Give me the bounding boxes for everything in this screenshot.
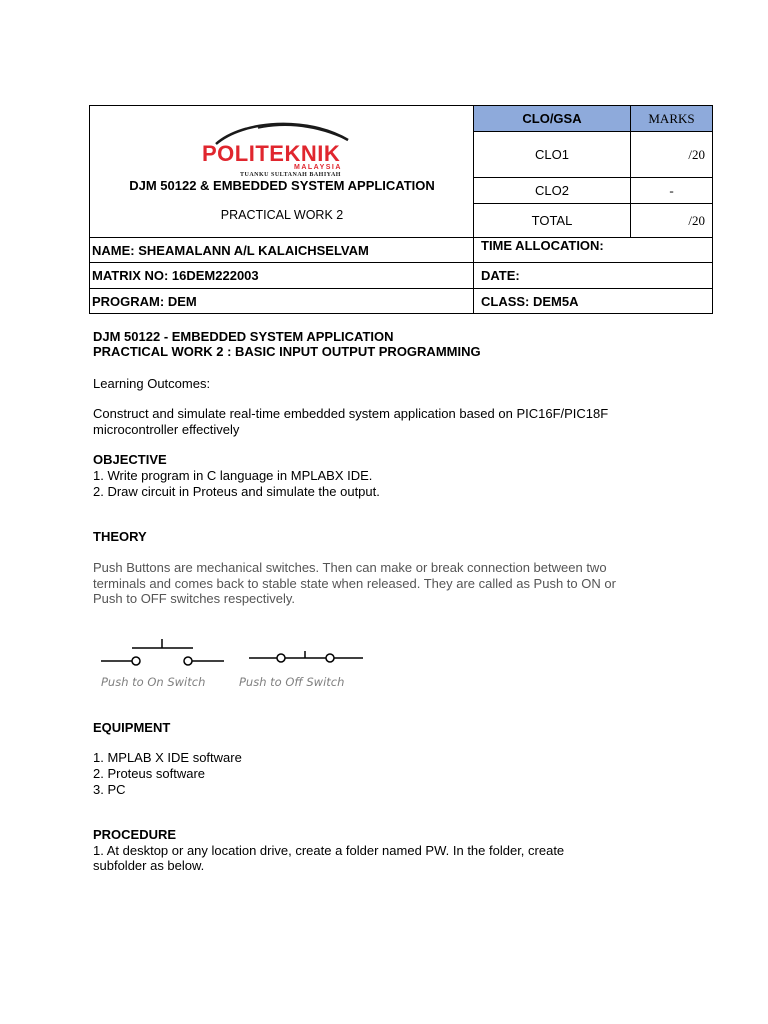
equipment-item-3: 3. PC: [93, 782, 126, 797]
time-allocation: TIME ALLOCATION:: [474, 238, 713, 263]
program-field: PROGRAM: DEM: [90, 289, 474, 314]
push-to-on-caption: Push to On Switch: [101, 675, 206, 689]
equipment-item-2: 2. Proteus software: [93, 766, 205, 781]
doc-title-1: DJM 50122 - EMBEDDED SYSTEM APPLICATION: [93, 329, 394, 344]
course-title: DJM 50122 & EMBEDDED SYSTEM APPLICATION: [129, 178, 435, 193]
date-field: DATE:: [474, 263, 713, 289]
procedure-line-2: subfolder as below.: [93, 858, 205, 873]
student-name: NAME: SHEAMALANN A/L KALAICHSELVAM: [90, 238, 474, 263]
total-marks: /20: [631, 204, 713, 238]
objective-item-1: 1. Write program in C language in MPLABX IDE.: [93, 468, 373, 483]
theory-heading: THEORY: [93, 529, 147, 544]
header-table: [89, 105, 713, 314]
learning-outcomes-heading: Learning Outcomes:: [93, 376, 211, 391]
objective-heading: OBJECTIVE: [93, 452, 167, 467]
marks-header: MARKS: [631, 106, 713, 132]
theory-line-1: Push Buttons are mechanical switches. Then can make or break connection between two: [93, 560, 607, 575]
clo1-marks: /20: [631, 132, 713, 178]
objective-item-2: 2. Draw circuit in Proteus and simulate the output.: [93, 484, 380, 499]
header-title-cell: [90, 106, 474, 238]
push-to-on-switch-diagram: [99, 636, 229, 676]
politeknik-logo: [198, 118, 368, 178]
matrix-no: MATRIX NO: 16DEM222003: [90, 263, 474, 289]
logo-tag-text: TUANKU SULTANAH BAHIYAH: [240, 172, 341, 178]
equipment-item-1: 1. MPLAB X IDE software: [93, 750, 242, 765]
logo-brand-text: POLITEKNIK: [202, 141, 341, 166]
clo1-label: CLO1: [474, 132, 631, 178]
doc-title-2: PRACTICAL WORK 2 : BASIC INPUT OUTPUT PROGRAMMING: [93, 344, 481, 359]
class-field: CLASS: DEM5A: [474, 289, 713, 314]
logo-sub-text: MALAYSIA: [294, 164, 342, 171]
equipment-heading: EQUIPMENT: [93, 720, 171, 735]
practical-title: PRACTICAL WORK 2: [220, 208, 344, 222]
push-to-off-switch-diagram: [246, 636, 366, 676]
learning-outcome-line-1: Construct and simulate real-time embedded system application based on PIC16F/PIC18F: [93, 406, 609, 421]
clo-gsa-header: CLO/GSA: [474, 106, 631, 132]
total-label: TOTAL: [474, 204, 631, 238]
learning-outcome-line-2: microcontroller effectively: [93, 422, 240, 437]
clo2-label: CLO2: [474, 178, 631, 204]
procedure-line-1: 1. At desktop or any location drive, create a folder named PW. In the folder, create: [93, 843, 565, 858]
push-to-off-caption: Push to Off Switch: [239, 675, 345, 689]
theory-line-3: Push to OFF switches respectively.: [93, 591, 296, 606]
clo2-marks: -: [631, 178, 713, 204]
procedure-heading: PROCEDURE: [93, 827, 177, 842]
theory-line-2: terminals and comes back to stable state when released. They are called as Push to ON or: [93, 576, 616, 591]
